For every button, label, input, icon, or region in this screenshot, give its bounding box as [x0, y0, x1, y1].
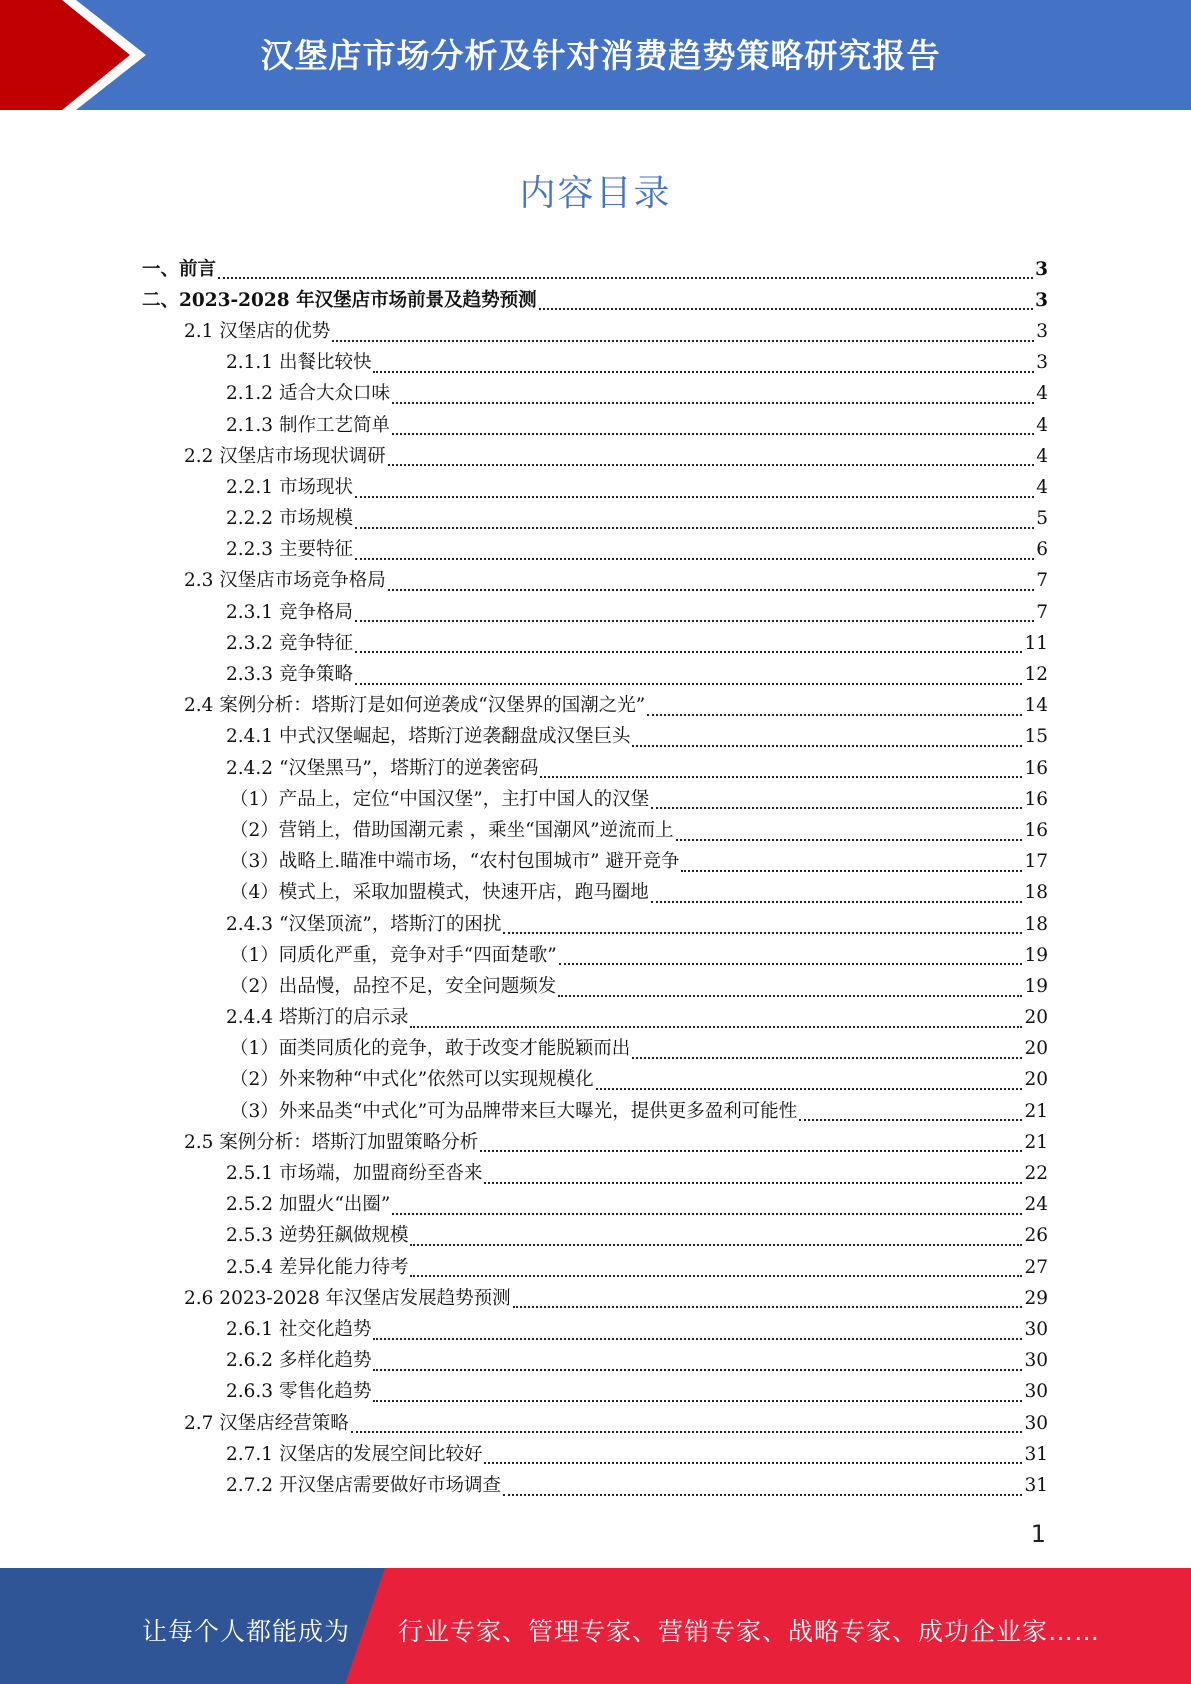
toc-entry[interactable] — [142, 1127, 1048, 1158]
toc-entry-text: 2.6.3 零售化趋势 — [226, 1381, 372, 1403]
toc-dot-leader — [410, 1025, 1022, 1028]
toc-dot-leader — [540, 775, 1022, 778]
toc-entry-page: 3 — [1035, 258, 1048, 280]
toc-entry-text: 2.3 汉堡店市场竞争格局 — [184, 570, 386, 592]
toc-entry-page: 6 — [1036, 539, 1048, 561]
toc-entry[interactable] — [142, 348, 1048, 379]
toc-entry-text: 2.5.1 市场端，加盟商纷至沓来 — [226, 1163, 483, 1185]
toc-entry-page: 12 — [1024, 664, 1048, 686]
toc-entry-page: 20 — [1024, 1038, 1048, 1060]
toc-entry-text: 2.6.1 社交化趋势 — [226, 1318, 372, 1340]
footer-slogan-left: 让每个人都能成为 — [142, 1617, 351, 1646]
toc-dot-leader — [355, 619, 1034, 622]
toc-entry[interactable] — [142, 1283, 1048, 1314]
toc-entry[interactable] — [142, 254, 1048, 285]
toc-dot-leader — [410, 1274, 1022, 1277]
toc-entry-page: 21 — [1024, 1100, 1048, 1122]
toc-entry-page: 30 — [1024, 1350, 1048, 1372]
header-band — [0, 0, 1191, 110]
toc-entry-text: 2.1.1 出餐比较快 — [226, 352, 372, 374]
toc-entry-text: （2）外来物种“中式化”依然可以实现规模化 — [230, 1069, 594, 1091]
toc-dot-leader — [373, 1337, 1022, 1340]
toc-entry-page: 17 — [1024, 851, 1048, 873]
toc-dot-leader — [355, 495, 1034, 498]
toc-entry[interactable] — [142, 504, 1048, 535]
toc-dot-leader — [355, 526, 1034, 529]
toc-entry-text: 2.3.3 竞争策略 — [226, 664, 353, 686]
toc-entry-text: 2.6.2 多样化趋势 — [226, 1350, 372, 1372]
toc-entry-text: （1）产品上，定位“中国汉堡”，主打中国人的汉堡 — [230, 788, 650, 810]
toc-entry-page: 19 — [1024, 944, 1048, 966]
toc-dot-leader — [392, 1212, 1022, 1215]
toc-entry-page: 18 — [1024, 882, 1048, 904]
toc-entry[interactable] — [142, 722, 1048, 753]
toc-entry-text: 2.1.3 制作工艺简单 — [226, 414, 390, 436]
toc-dot-leader — [392, 401, 1034, 404]
toc-entry-page: 27 — [1024, 1256, 1048, 1278]
toc-entry-text: 二、2023-2028 年汉堡店市场前景及趋势预测 — [142, 289, 537, 311]
toc-entry-page: 3 — [1036, 352, 1048, 374]
toc-entry-text: （2）出品慢，品控不足，安全问题频发 — [230, 975, 557, 997]
toc-entry-text: （1）同质化严重，竞争对手“四面楚歌” — [230, 944, 557, 966]
toc-dot-leader — [484, 1461, 1022, 1464]
toc-dot-leader — [388, 463, 1034, 466]
footer-slogan-right: 行业专家、管理专家、营销专家、战略专家、成功企业家…… — [398, 1617, 1101, 1646]
toc-entry-text: 2.5.2 加盟火“出圈” — [226, 1194, 391, 1216]
toc-entry[interactable] — [142, 597, 1048, 628]
toc-entry-text: 2.2 汉堡店市场现状调研 — [184, 445, 386, 467]
toc-entry-text: 2.7.1 汉堡店的发展空间比较好 — [226, 1443, 483, 1465]
toc-entry-page: 11 — [1024, 632, 1048, 654]
toc-entry[interactable] — [142, 1346, 1048, 1377]
toc-entry[interactable] — [142, 1470, 1048, 1501]
toc-entry[interactable] — [142, 1096, 1048, 1127]
toc-entry-page: 4 — [1036, 383, 1048, 405]
toc-entry-page: 22 — [1024, 1163, 1048, 1185]
toc-dot-leader — [558, 994, 1022, 997]
toc-dot-leader — [647, 713, 1022, 716]
toc-entry-text: （2）营销上，借助国潮元素 ，乘坐“国潮风”逆流而上 — [230, 819, 674, 841]
toc-entry-text: 2.3.2 竞争特征 — [226, 632, 353, 654]
toc-dot-leader — [651, 900, 1023, 903]
toc-dot-leader — [373, 370, 1034, 373]
toc-entry[interactable] — [142, 784, 1048, 815]
toc-entry-text: 2.5.4 差异化能力待考 — [226, 1256, 409, 1278]
toc-entry-page: 5 — [1036, 508, 1048, 530]
toc-entry-text: 2.6 2023-2028 年汉堡店发展趋势预测 — [184, 1287, 511, 1309]
toc-entry[interactable] — [142, 971, 1048, 1002]
toc-heading: 内容目录 — [519, 173, 672, 214]
toc-dot-leader — [355, 682, 1023, 685]
toc-entry-text: 2.2.1 市场现状 — [226, 476, 353, 498]
toc-dot-leader — [480, 1149, 1022, 1152]
toc-dot-leader — [351, 1430, 1023, 1433]
toc-entry[interactable] — [142, 410, 1048, 441]
toc-entry-text: 2.2.3 主要特征 — [226, 539, 353, 561]
toc-dot-leader — [632, 744, 1022, 747]
toc-entry[interactable] — [142, 1252, 1048, 1283]
toc-entry-page: 18 — [1024, 913, 1048, 935]
toc-entry[interactable] — [142, 566, 1048, 597]
toc-dot-leader — [218, 276, 1033, 279]
toc-entry[interactable] — [142, 628, 1048, 659]
toc-entry-text: （3）外来品类“中式化”可为品牌带来巨大曝光，提供更多盈利可能性 — [230, 1100, 798, 1122]
toc-entry[interactable] — [142, 847, 1048, 878]
toc-entry[interactable] — [142, 1190, 1048, 1221]
toc-entry[interactable] — [142, 285, 1048, 316]
toc-entry-page: 31 — [1024, 1474, 1048, 1496]
report-title: 汉堡店市场分析及针对消费趋势策略研究报告 — [260, 36, 941, 75]
toc-dot-leader — [559, 962, 1023, 965]
toc-dot-leader — [651, 806, 1022, 809]
toc-entry[interactable] — [142, 909, 1048, 940]
toc-entry[interactable] — [142, 691, 1048, 722]
toc-entry[interactable] — [142, 1003, 1048, 1034]
toc-dot-leader — [355, 557, 1034, 560]
toc-entry-page: 30 — [1024, 1318, 1048, 1340]
toc-dot-leader — [513, 1305, 1023, 1308]
toc-dot-leader — [373, 1368, 1022, 1371]
toc-entry-page: 4 — [1036, 445, 1048, 467]
toc-entry-text: 2.7 汉堡店经营策略 — [184, 1412, 349, 1434]
toc-entry[interactable] — [142, 1314, 1048, 1345]
toc-entry-page: 30 — [1024, 1412, 1048, 1434]
toc-entry-text: 2.7.2 开汉堡店需要做好市场调查 — [226, 1474, 501, 1496]
toc-entry-text: 2.1 汉堡店的优势 — [184, 320, 331, 342]
toc-entry[interactable] — [142, 379, 1048, 410]
toc-entry-page: 16 — [1024, 819, 1048, 841]
toc-entry-page: 3 — [1035, 289, 1048, 311]
toc-entry-text: 2.4 案例分析：塔斯汀是如何逆袭成“汉堡界的国潮之光” — [184, 695, 646, 717]
toc-entry-page: 14 — [1024, 695, 1048, 717]
toc-dot-leader — [799, 1118, 1022, 1121]
toc-entry[interactable] — [142, 472, 1048, 503]
toc-entry-page: 20 — [1024, 1069, 1048, 1091]
toc-entry[interactable] — [142, 878, 1048, 909]
footer-band — [0, 1568, 1191, 1684]
toc-entry-page: 26 — [1024, 1225, 1048, 1247]
toc-dot-leader — [392, 432, 1034, 435]
toc-entry-text: 2.4.1 中式汉堡崛起，塔斯汀逆袭翻盘成汉堡巨头 — [226, 726, 631, 748]
toc-entry-text: 2.5.3 逆势狂飙做规模 — [226, 1225, 409, 1247]
toc-entry-text: （4）模式上，采取加盟模式，快速开店，跑马圈地 — [230, 882, 649, 904]
toc-list — [142, 254, 1048, 1502]
toc-entry-text: 2.1.2 适合大众口味 — [226, 383, 390, 405]
toc-entry[interactable] — [142, 1158, 1048, 1189]
toc-entry-page: 29 — [1024, 1287, 1048, 1309]
toc-dot-leader — [388, 588, 1034, 591]
toc-dot-leader — [373, 1399, 1022, 1402]
toc-entry[interactable] — [142, 1377, 1048, 1408]
toc-entry-page: 31 — [1024, 1443, 1048, 1465]
toc-dot-leader — [332, 339, 1034, 342]
toc-entry[interactable] — [142, 753, 1048, 784]
toc-entry[interactable] — [142, 659, 1048, 690]
toc-dot-leader — [681, 869, 1022, 872]
toc-dot-leader — [355, 650, 1023, 653]
toc-entry[interactable] — [142, 535, 1048, 566]
toc-entry-page: 30 — [1024, 1381, 1048, 1403]
toc-entry-page: 15 — [1024, 726, 1048, 748]
page-number: 1 — [1030, 1520, 1046, 1548]
toc-entry-page: 19 — [1024, 975, 1048, 997]
toc-entry[interactable] — [142, 1408, 1048, 1439]
toc-entry[interactable] — [142, 316, 1048, 347]
toc-entry-page: 16 — [1024, 757, 1048, 779]
toc-dot-leader — [484, 1181, 1022, 1184]
toc-entry-page: 16 — [1024, 788, 1048, 810]
toc-entry[interactable] — [142, 1034, 1048, 1065]
toc-dot-leader — [676, 838, 1023, 841]
toc-entry-page: 7 — [1036, 601, 1048, 623]
toc-entry-text: （1）面类同质化的竞争，敢于改变才能脱颖而出 — [230, 1038, 631, 1060]
toc-entry-page: 7 — [1036, 570, 1048, 592]
toc-entry-page: 21 — [1024, 1131, 1048, 1153]
toc-entry-text: （3）战略上.瞄准中端市场，“农村包围城市” 避开竞争 — [230, 851, 680, 873]
toc-entry-text: 2.5 案例分析：塔斯汀加盟策略分析 — [184, 1131, 479, 1153]
toc-entry[interactable] — [142, 940, 1048, 971]
toc-entry[interactable] — [142, 1439, 1048, 1470]
toc-dot-leader — [539, 307, 1034, 310]
toc-entry-text: 2.4.4 塔斯汀的启示录 — [226, 1007, 409, 1029]
toc-entry[interactable] — [142, 1221, 1048, 1252]
toc-entry-text: 2.4.3 “汉堡顶流”，塔斯汀的困扰 — [226, 913, 502, 935]
toc-entry-page: 4 — [1036, 476, 1048, 498]
toc-entry-text: 2.2.2 市场规模 — [226, 508, 353, 530]
toc-entry-page: 20 — [1024, 1007, 1048, 1029]
toc-entry[interactable] — [142, 815, 1048, 846]
toc-entry[interactable] — [142, 441, 1048, 472]
toc-dot-leader — [596, 1087, 1023, 1090]
toc-entry[interactable] — [142, 1065, 1048, 1096]
toc-entry-text: 2.4.2 “汉堡黑马”，塔斯汀的逆袭密码 — [226, 757, 539, 779]
toc-entry-text: 一、前言 — [142, 258, 217, 280]
toc-entry-page: 3 — [1036, 320, 1048, 342]
toc-entry-text: 2.3.1 竞争格局 — [226, 601, 353, 623]
toc-entry-page: 24 — [1024, 1194, 1048, 1216]
toc-dot-leader — [503, 1493, 1022, 1496]
toc-entry-page: 4 — [1036, 414, 1048, 436]
toc-dot-leader — [503, 931, 1022, 934]
toc-dot-leader — [410, 1243, 1022, 1246]
toc-dot-leader — [632, 1056, 1022, 1059]
